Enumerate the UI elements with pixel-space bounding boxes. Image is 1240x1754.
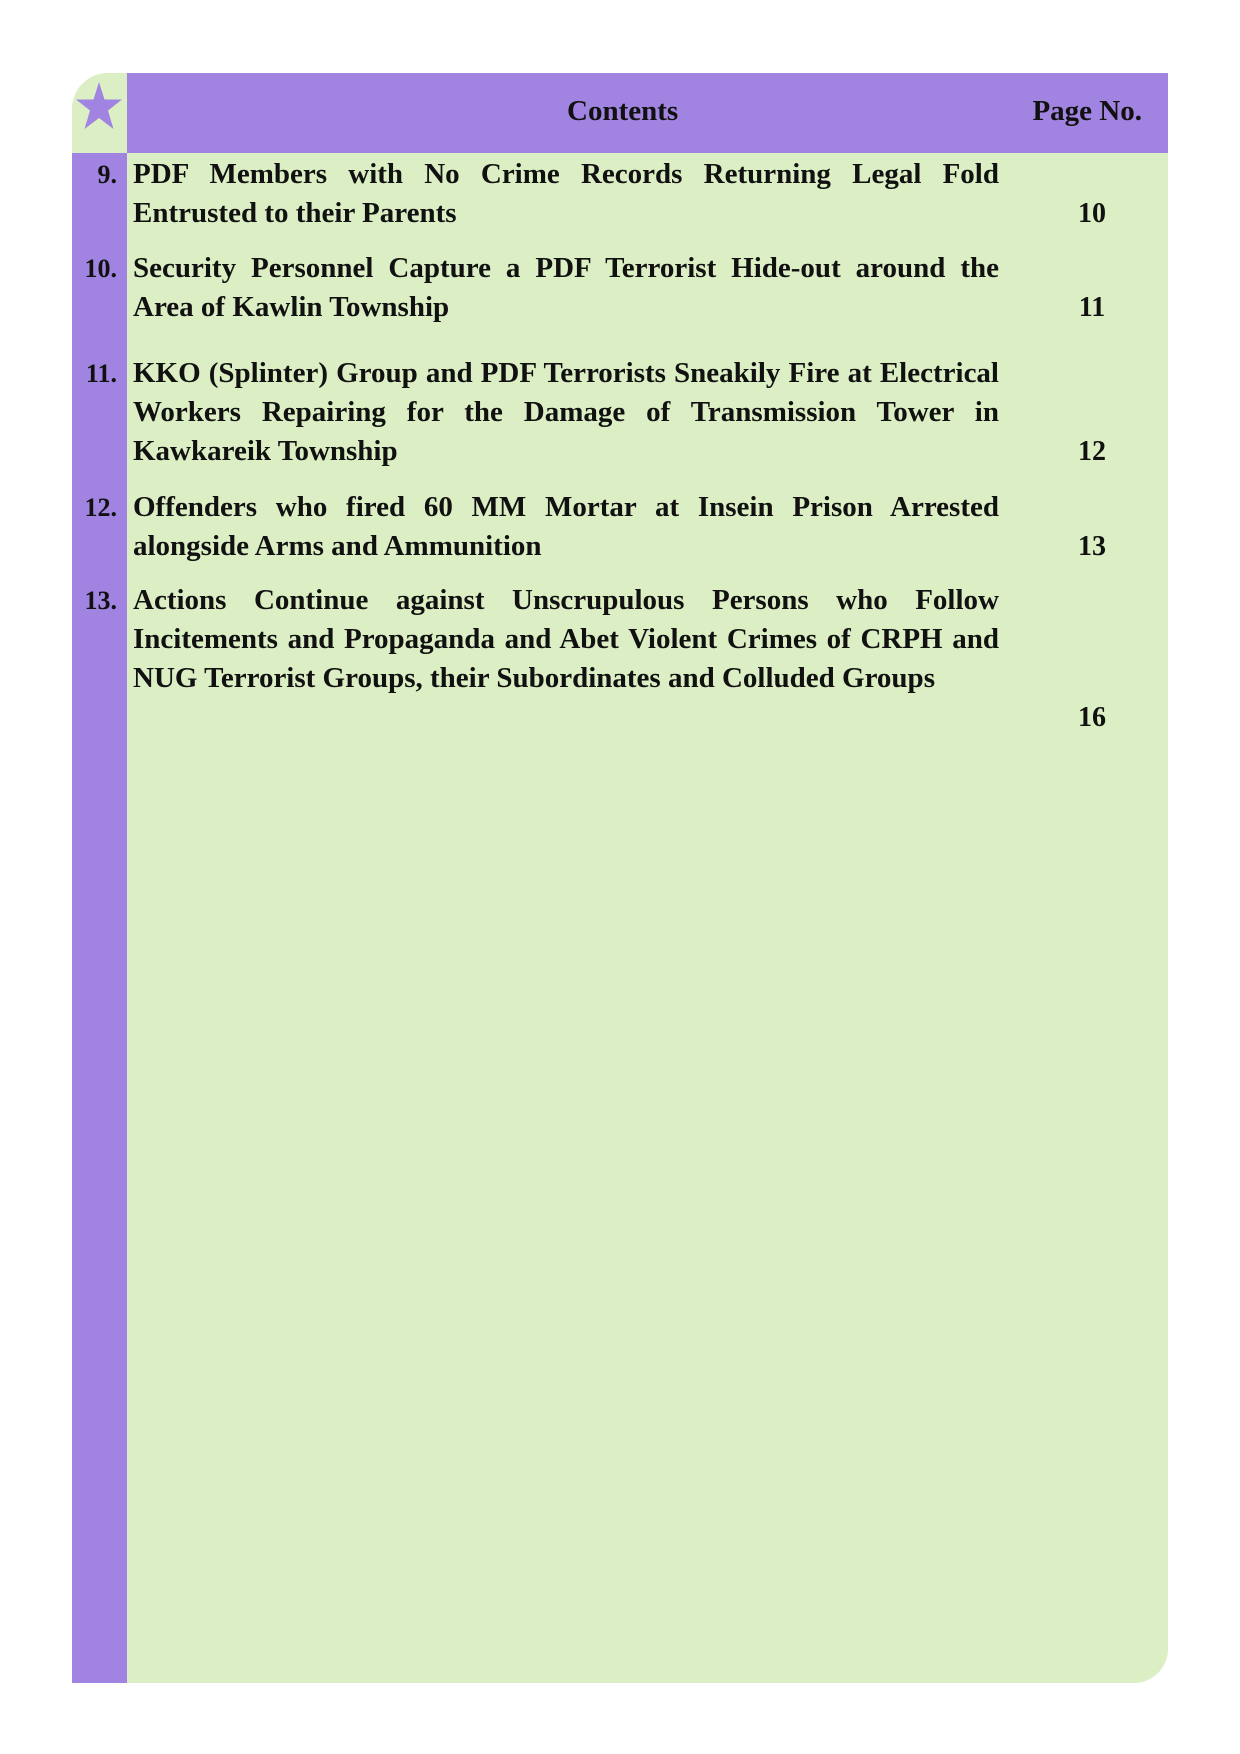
entry-number: 10. [84, 254, 117, 283]
star-icon [75, 79, 123, 135]
entry-page: 11 [1078, 292, 1106, 323]
entry-number: 9. [97, 160, 117, 189]
entry-title[interactable]: PDF Members with No Crime Records Returning Legal Fold Entrusted to their Parents [133, 158, 999, 229]
contents-heading: Contents [567, 95, 679, 127]
corner-block [72, 73, 127, 153]
header-bar [127, 73, 1168, 153]
entry-page: 16 [1078, 702, 1106, 733]
entry-title[interactable]: KKO (Splinter) Group and PDF Terrorists Sneakily Fire at Electrical Workers Repairing for the Damage of Transmission Tower in Kawkareik Township [133, 357, 999, 467]
entry-title[interactable]: Security Personnel Capture a PDF Terrorist Hide-out around the Area of Kawlin Township [133, 252, 999, 323]
entry-number: 13. [84, 586, 117, 615]
page-number-heading: Page No. [1032, 95, 1142, 127]
contents-panel [72, 73, 1168, 1683]
entry-page: 13 [1078, 531, 1106, 562]
entry-title[interactable]: Actions Continue against Unscrupulous Persons who Follow Incitements and Propaganda and Abet Violent Crimes of CRPH and NUG Terrorist Groups, their Subordinates and Colluded Groups [133, 584, 999, 694]
entry-page: 12 [1078, 436, 1106, 467]
entry-page: 10 [1078, 198, 1106, 229]
entry-title[interactable]: Offenders who fired 60 MM Mortar at Insein Prison Arrested alongside Arms and Ammunition [133, 491, 999, 562]
entry-number: 11. [85, 359, 117, 388]
entry-number: 12. [84, 493, 117, 522]
